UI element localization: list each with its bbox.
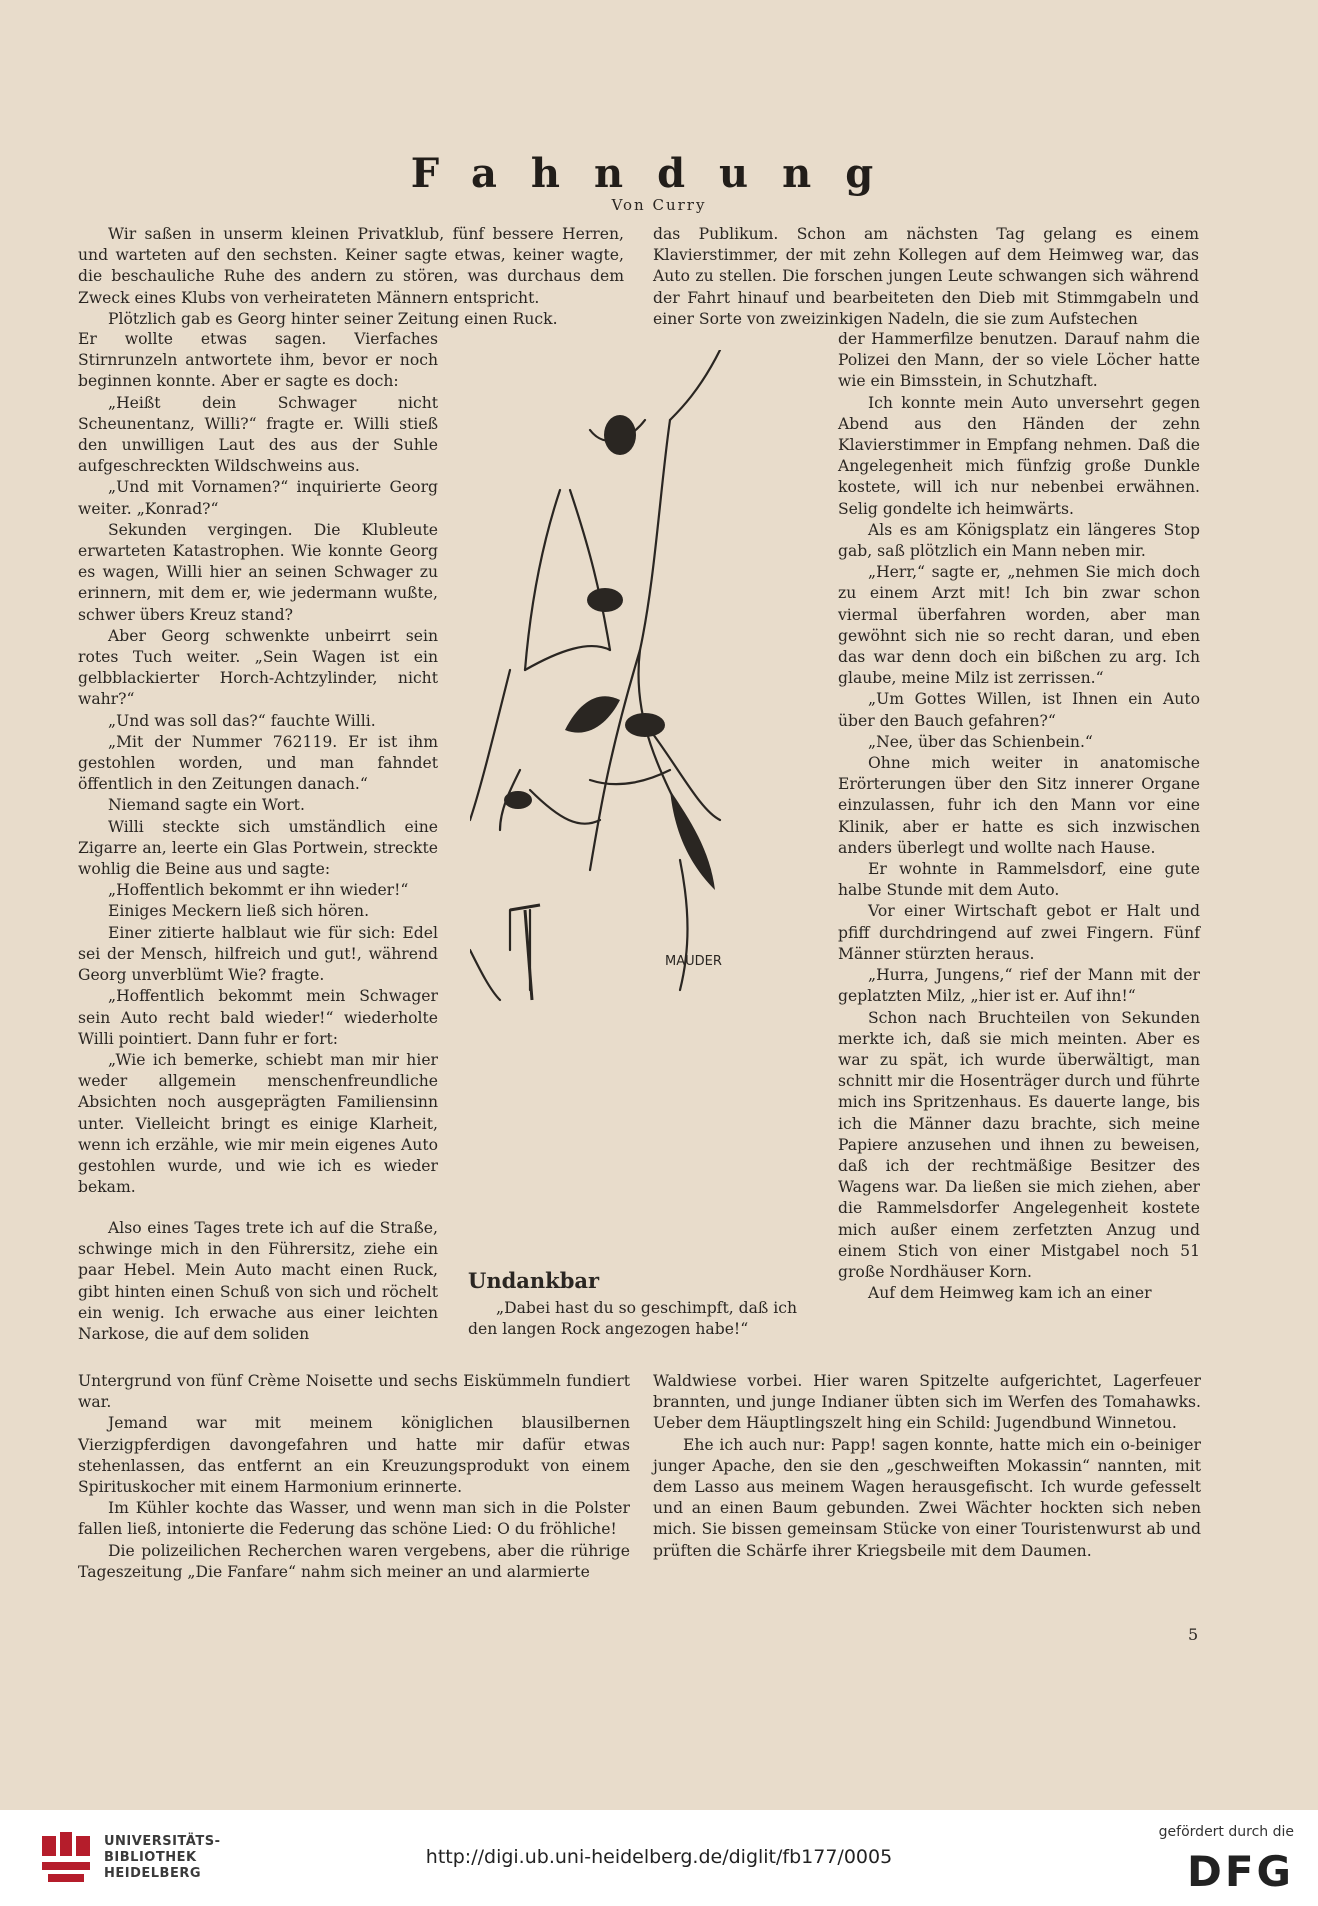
paragraph: Sekunden vergingen. Die Klubleute erwarteten Katastrophen. Wie konnte Georg es wagen, Willi hier an seinen Schwager zu erinnern, mit dem er, wie jedermann wußte, schwer übers Kreuz stand? (78, 520, 438, 624)
left-narrow-column (78, 329, 438, 1198)
paragraph: Jemand war mit meinem königlichen blausilbernen Vierzigpferdigen davongefahren und hatte mir dafür etwas stehenlassen, das entfernt an ein Kreuzungsprodukt von einem Spirituskocher mit einem Harmonium erinnerte. (78, 1414, 630, 1497)
caption-title: Undankbar (468, 1268, 600, 1293)
right-top-column (653, 224, 1199, 330)
paragraph: „Und was soll das?“ fauchte Willi. (108, 711, 376, 730)
illustrator-signature: MAUDER (665, 954, 722, 969)
paragraph: Einiges Meckern ließ sich hören. (108, 902, 370, 921)
paragraph: Ich konnte mein Auto unversehrt gegen Abend aus den Händen der zehn Klavierstimmer in Empfang nehmen. Daß die Angelegenheit mich fünfzig große Dunkle kostete, will ich nur nebenbei erwähnen. Selig gondelte ich heimwärts. (838, 393, 1200, 518)
source-url-link[interactable]: http://digi.ub.uni-heidelberg.de/diglit/fb177/0005 (425, 1846, 893, 1868)
paragraph: Als es am Königsplatz ein längeres Stop gab, saß plötzlich ein Mann neben mir. (838, 520, 1200, 561)
paragraph: Ehe ich auch nur: Papp! sagen konnte, hatte mich ein o-beiniger junger Apache, den sie den „geschweiften Mokassin“ nannten, mit dem Lasso aus meinem Wagen herausgefischt. Ich wurde gefesselt und an einen Baum gebunden. Zwei Wächter hockten sich neben mich. Sie bissen gemeinsam Stücke von einer Touristenwurst ab und prüften die Schärfe ihrer Kriegsbeile mit dem Daumen. (653, 1435, 1201, 1560)
digitization-footer (0, 1810, 1318, 1906)
article-byline: Von Curry (611, 196, 707, 214)
paragraph: Niemand sagte ein Wort. (108, 796, 305, 815)
paragraph: Wir saßen in unserm kleinen Privatklub, fünf bessere Herren, und warteten auf den sechsten. Keiner sagte etwas, keiner wagte, die beschauliche Ruhe des andern zu stören, was durchaus dem Zweck eines Klubs von verheirateten Männern entspricht. (78, 225, 624, 307)
paragraph: Aber Georg schwenkte unbeirrt sein rotes Tuch weiter. „Sein Wagen ist ein gelbblackierter Horch-Achtzylinder, nicht wahr?“ (78, 626, 438, 709)
right-narrow-column (838, 329, 1200, 1304)
caption-text (468, 1298, 808, 1340)
funding-note: gefördert durch die (1158, 1824, 1294, 1840)
paragraph: Ohne mich weiter in anatomische Erörterungen über den Sitz innerer Organe einzulassen, fuhr ich den Mann vor eine Klinik, aber er hatte es sich inzwischen anders überlegt und wollte nach Hause. (838, 754, 1200, 857)
paragraph: „Hurra, Jungens,“ rief der Mann mit der geplatzten Milz, „hier ist er. Auf ihn!“ (838, 966, 1200, 1006)
left-mid-column (78, 1218, 438, 1345)
paragraph: Plötzlich gab es Georg hinter seiner Zeitung einen Ruck. (108, 309, 558, 328)
paragraph: Einer zitierte halblaut wie für sich: Edel sei der Mensch, hilfreich und gut!, während Georg unverblümt Wie? fragte. (78, 923, 438, 985)
institution-line: BIBLIOTHEK (104, 1850, 197, 1865)
paragraph: „Wie ich bemerke, schiebt man mir hier weder allgemein menschenfreundliche Absichten noch ausgeprägten Familiensinn unter. Vielleicht bringt es einige Klarheit, wenn ich erzähle, wie mir mein eigenes Auto gestohlen wurde, und wie ich es wieder bekam. (78, 1050, 438, 1197)
paragraph: Also eines Tages trete ich auf die Straße, schwinge mich in den Führersitz, ziehe ein paar Hebel. Mein Auto macht einen Ruck, gibt hinten einen Schuß von sich und röchelt ein wenig. Ich erwache aus einer leichten Narkose, die auf dem soliden (78, 1219, 438, 1344)
paragraph: „Herr,“ sagte er, „nehmen Sie mich doch zu einem Arzt mit! Ich bin zwar schon viermal überfahren worden, aber man gewöhnt sich nie so recht daran, und eben das war denn doch ein bißchen zu arg. Ich glaube, meine Milz ist zerrissen.“ (838, 563, 1200, 688)
paragraph: Er wohnte in Rammelsdorf, eine gute halbe Stunde mit dem Auto. (838, 860, 1200, 900)
paragraph: Schon nach Bruchteilen von Sekunden merkte ich, daß sie mich meinten. Aber es war zu spät, ich wurde überwältigt, man schnitt mir die Hosenträger durch und führte mich ins Spritzenhaus. Es dauerte lange, bis ich die Männer dazu brachte, sich meine Papiere anzusehen und ihnen zu beweisen, daß ich der rechtmäßige Besitzer des Wagens war. Da ließen sie mich ziehen, aber die Rammelsdorfer Angelegenheit kostete mich außer einem zerfetzten Anzug und einem Stich von einer Mistgabel noch 51 große Nordhäuser Korn. (838, 1008, 1200, 1281)
paragraph: Willi steckte sich umständlich eine Zigarre an, leerte ein Glas Portwein, streckte wohlig die Beine aus und sagte: (78, 817, 438, 879)
paragraph: Er wollte etwas sagen. Vierfaches Stirnrunzeln antwortete ihm, bevor er noch beginnen konnte. Aber er sagte es doch: (78, 330, 438, 391)
caption-paragraph: „Dabei hast du so geschimpft, daß ich den langen Rock angezogen habe!“ (468, 1299, 798, 1338)
paragraph: Die polizeilichen Recherchen waren vergebens, aber die rührige Tageszeitung „Die Fanfare“ nahm sich meiner an und alarmierte (78, 1541, 630, 1581)
paragraph: das Publikum. Schon am nächsten Tag gelang es einem Klavierstimmer, der mit zehn Kollegen auf dem Heimweg war, das Auto zu stellen. Die forschen jungen Leute schwangen sich während der Fahrt hinauf und bearbeiteten den Dieb mit Stimmgabeln und einer Sorte von zweizinkigen Nadeln, die sie zum Aufstechen (653, 225, 1199, 328)
paragraph: „Nee, über das Schienbein.“ (868, 732, 1093, 751)
left-top-column (78, 224, 624, 330)
institution-line: UNIVERSITÄTS- (104, 1834, 221, 1849)
right-bottom-column (653, 1371, 1201, 1562)
paragraph: „Hoffentlich bekommt er ihn wieder!“ (108, 881, 409, 900)
article-title: Fahndung (410, 150, 908, 197)
paragraph: Vor einer Wirtschaft gebot er Halt und pfiff durchdringend auf zwei Fingern. Fünf Männer stürzten heraus. (838, 902, 1200, 963)
paragraph: „Und mit Vornamen?“ inquirierte Georg weiter. „Konrad?“ (78, 478, 438, 518)
paragraph: Untergrund von fünf Crème Noisette und sechs Eiskümmeln fundiert war. (78, 1372, 630, 1412)
left-bottom-column (78, 1371, 630, 1583)
paragraph: Im Kühler kochte das Wasser, und wenn man sich in die Polster fallen ließ, intonierte die Federung das schöne Lied: O du fröhliche! (78, 1499, 630, 1539)
dfg-logo: DFG (1186, 1847, 1294, 1896)
paragraph: Auf dem Heimweg kam ich an einer (868, 1284, 1152, 1303)
paragraph: „Heißt dein Schwager nicht Scheunentanz, Willi?“ fragte er. Willi stieß den unwilligen Laut des aus der Suhle aufgeschreckten Wildschweins aus. (78, 393, 438, 476)
climbers-illustration (470, 350, 770, 1270)
paragraph: „Um Gottes Willen, ist Ihnen ein Auto über den Bauch gefahren?“ (838, 690, 1200, 730)
paragraph: Waldwiese vorbei. Hier waren Spitzelte aufgerichtet, Lagerfeuer brannten, und junge Indianer übten sich im Werfen des Tomahawks. Ueber dem Häuptlingszelt hing ein Schild: Jugendbund Winnetou. (653, 1372, 1201, 1433)
paragraph: „Mit der Nummer 762119. Er ist ihm gestohlen worden, und man fahndet öffentlich in den Zeitungen danach.“ (78, 732, 438, 794)
institution-line: HEIDELBERG (104, 1866, 202, 1881)
paragraph: der Hammerfilze benutzen. Darauf nahm die Polizei den Mann, der so viele Löcher hatte wie ein Bimsstein, in Schutzhaft. (838, 330, 1200, 391)
page-number: 5 (1188, 1625, 1199, 1644)
paragraph: „Hoffentlich bekommt mein Schwager sein Auto recht bald wieder!“ wiederholte Willi pointiert. Dann fuhr er fort: (78, 987, 438, 1048)
